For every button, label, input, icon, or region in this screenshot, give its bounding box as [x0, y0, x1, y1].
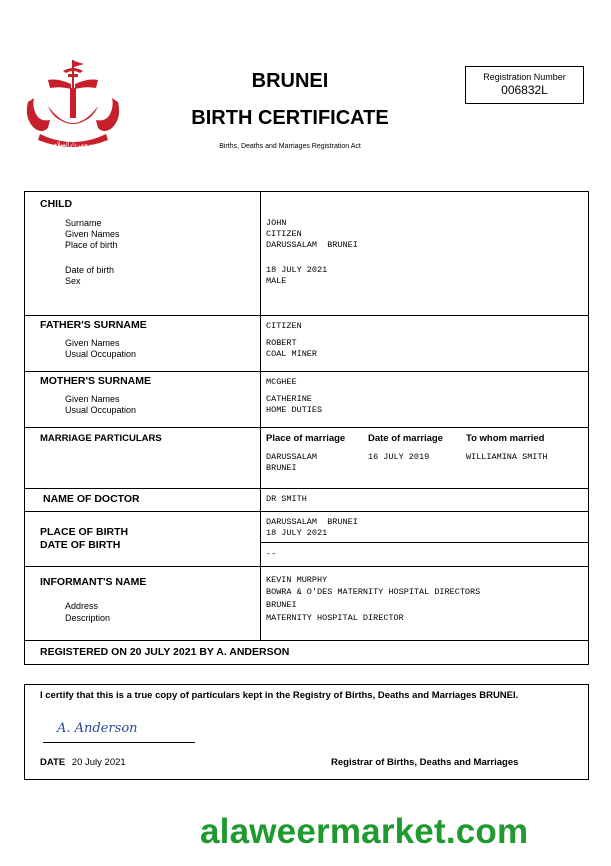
- informant-address-line1: BOWRA & O'DES MATERNITY HOSPITAL DIRECTORS: [266, 587, 481, 597]
- row-divider: [25, 427, 588, 428]
- certificate-title: BIRTH CERTIFICATE: [191, 107, 389, 129]
- date-of-birth-heading: DATE OF BIRTH: [40, 539, 121, 551]
- informant-name: KEVIN MURPHY: [266, 575, 328, 585]
- father-occupation: COAL MINER: [266, 349, 318, 359]
- marriage-place-header: Place of marriage: [266, 433, 346, 444]
- registrar-title: Registrar of Births, Deaths and Marriages: [331, 757, 519, 768]
- mother-occupation-label: Usual Occupation: [65, 405, 137, 415]
- registration-box: [465, 66, 584, 104]
- marriage-date: 16 JULY 2019: [368, 452, 430, 462]
- informant-heading: INFORMANT'S NAME: [40, 576, 147, 588]
- father-given-label: Given Names: [65, 338, 120, 348]
- child-given-names: CITIZEN: [266, 229, 302, 239]
- watermark-text: alaweermarket.com: [200, 812, 529, 851]
- informant-description: MATERNITY HOSPITAL DIRECTOR: [266, 613, 404, 623]
- child-surname: JOHN: [266, 218, 287, 228]
- particulars-table: [24, 191, 589, 665]
- doctor-name: DR SMITH: [266, 494, 307, 504]
- spouse-name: WILLIAMINA SMITH: [466, 452, 548, 462]
- row-divider: [25, 640, 588, 641]
- mother-given-label: Given Names: [65, 394, 120, 404]
- doctor-heading: NAME OF DOCTOR: [43, 493, 140, 505]
- date-label: DATE: [40, 757, 66, 768]
- child-place-of-birth: DARUSSALAM BRUNEI: [266, 240, 358, 250]
- registration-number: 006832L: [501, 83, 548, 97]
- address-label: Address: [65, 601, 99, 611]
- mother-surname: MCGHEE: [266, 377, 297, 387]
- mother-heading: MOTHER'S SURNAME: [40, 375, 151, 387]
- row-divider: [25, 488, 588, 489]
- act-subtitle: Births, Deaths and Marriages Registration Act: [219, 143, 361, 150]
- date-of-birth-label: Date of birth: [65, 265, 115, 275]
- father-given-names: ROBERT: [266, 338, 297, 348]
- mother-occupation: HOME DUTIES: [266, 405, 323, 415]
- certification-text: I certify that this is a true copy of particulars kept in the Registry of Births, Deaths and Marriages BRUNEI.: [40, 690, 519, 701]
- place-of-birth-heading: PLACE OF BIRTH: [40, 526, 129, 538]
- child-date-of-birth: 18 JULY 2021: [266, 265, 328, 275]
- given-names-label: Given Names: [65, 229, 120, 239]
- registered-statement: REGISTERED ON 20 JULY 2021 BY A. ANDERSON: [40, 646, 290, 658]
- father-heading: FATHER'S SURNAME: [40, 319, 147, 331]
- informant-address-line2: BRUNEI: [266, 600, 297, 610]
- row-divider: [25, 511, 588, 512]
- father-surname: CITIZEN: [266, 321, 302, 331]
- marriage-place-line2: BRUNEI: [266, 463, 297, 473]
- description-label: Description: [65, 613, 111, 623]
- spouse-header: To whom married: [466, 433, 545, 444]
- signature-line: [43, 742, 195, 743]
- row-divider: [25, 371, 588, 372]
- birth-extra: --: [266, 549, 277, 559]
- registrar-signature: A. Anderson: [57, 721, 138, 736]
- certification-box: [24, 684, 589, 780]
- certification-date: [40, 757, 126, 768]
- child-sex: MALE: [266, 276, 287, 286]
- surname-label: Surname: [65, 218, 102, 228]
- place-of-birth-label: Place of birth: [65, 240, 118, 250]
- date-value: 20 July 2021: [71, 757, 126, 768]
- birth-date: 18 JULY 2021: [266, 528, 328, 538]
- birth-place: DARUSSALAM BRUNEI: [266, 517, 358, 527]
- sex-label: Sex: [65, 276, 81, 286]
- mother-given-names: CATHERINE: [266, 394, 312, 404]
- child-heading: CHILD: [40, 198, 73, 210]
- row-divider: [25, 315, 588, 316]
- registration-label: Registration Number: [483, 72, 566, 82]
- emblem-inscription: بروني دارالسلام: [53, 142, 93, 148]
- row-divider: [25, 566, 588, 567]
- state-emblem: [18, 58, 128, 148]
- column-divider: [260, 192, 261, 640]
- marriage-place-line1: DARUSSALAM: [266, 452, 318, 462]
- marriage-date-header: Date of marriage: [368, 433, 443, 444]
- row-divider: [261, 542, 588, 543]
- father-occupation-label: Usual Occupation: [65, 349, 137, 359]
- marriage-heading: MARRIAGE PARTICULARS: [40, 433, 162, 444]
- country-title: BRUNEI: [251, 70, 329, 92]
